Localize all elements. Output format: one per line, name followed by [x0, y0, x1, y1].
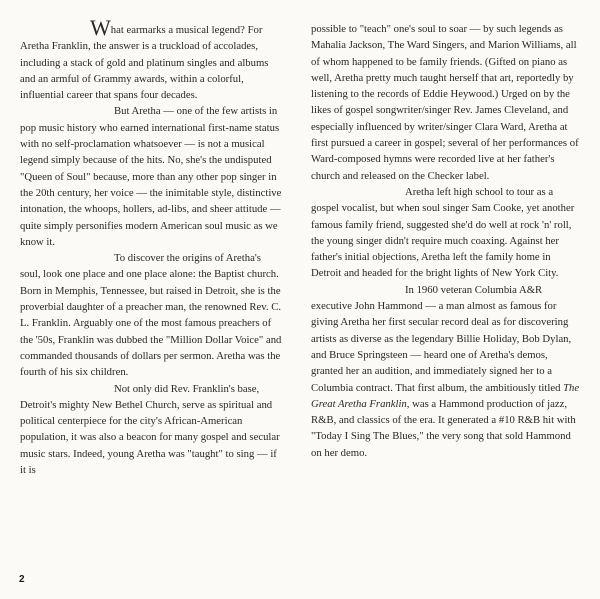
paragraph-intro [20, 15, 282, 103]
paragraph-new-york: Aretha left high school to tour as a gospel vocalist, but when soul singer Sam Cooke, yet another famous family friend, suggested she'd do well at rock 'n' roll, the young singer didn't require much coaxing. Against her father's initial objections, Aretha left the family home in Detroit and headed for the bright lights of New York City. [311, 185, 575, 280]
paragraph-columbia-text-a: In 1960 veteran Columbia A&R executive John Hammond — a man almost as famous for giving Aretha her first secular record deal as for discovering artists as diverse as the legendary Billie Holiday, Bob Dylan, and Bruce Springsteen — heard one of Aretha's demos, granted her an audition, and immediately signed her to a Columbia contract. That first album, the ambitiously titled [311, 283, 572, 394]
paragraph-columbia-text-b: , was a Hammond production of jazz, R&B, and classics of the era. It generated a #10 R&B hit with "Today I Sing The Blues," the very song that sold Hammond on her demo. [311, 397, 576, 459]
drop-cap: W [90, 15, 111, 40]
album-title: The Great Aretha Franklin [311, 381, 580, 410]
paragraph-new-bethel: Not only did Rev. Franklin's base, Detroit's mighty New Bethel Church, serve as spiritual and political centerpiece for the city's African-American population, it was also a beacon for many gospel and secular music stars. Indeed, young Aretha was "taught" to sing — if it is [20, 382, 280, 477]
right-column [311, 21, 581, 461]
paragraph-queen-of-soul: But Aretha — one of the few artists in pop music history who earned international first-name status with no self-proclamation whatsoever — is not a musical legend simply because of the hits. No, she's the undisputed "Queen of Soul" because, more than any other pop singer in the 20th century, her voice — the inimitable style, distinctive intonation, the whoops, hollers, ad-libs, and sheer attitude — quite simply personifies modern American soul music as we know it. [20, 105, 282, 248]
paragraph-intro-text: hat earmarks a musical legend? For Aretha Franklin, the answer is a truckload of accolades, including a stack of gold and platinum singles and albums and an armful of Grammy awards, within a colorful, influential career that spans four decades. [20, 24, 269, 102]
paragraph-columbia [311, 282, 581, 461]
paragraph-gospel-influences: possible to "teach" one's soul to soar — by such legends as Mahalia Jackson, The Ward Singers, and Marion Williams, all of whom happened to be family friends. (Gifted on piano as well, Aretha pretty much taught herself that art, reportedly by listening to the records of Eddie Heywood.) Urged on by the likes of gospel songwriter/singer Rev. James Cleveland, and especially influenced by writer/singer Clara Ward, Aretha at first pursued a career in gospel; several of her performances of Ward-composed hymns were recorded live at her father's church and released on the Checker label. [311, 23, 579, 182]
page-number: 2 [19, 574, 25, 585]
left-column [20, 15, 282, 478]
paragraph-origins: To discover the origins of Aretha's soul, look one place and one place alone: the Baptist church. Born in Memphis, Tennessee, but raised in Detroit, she is the proverbial daughter of a preacher man, the renowned Rev. C. L. Franklin. Arguably one of the most famous preachers of the '50s, Franklin was dubbed the "Million Dollar Voice" and commanded thousands of dollars per sermon. Aretha was the fourth of his six children. [20, 252, 282, 379]
